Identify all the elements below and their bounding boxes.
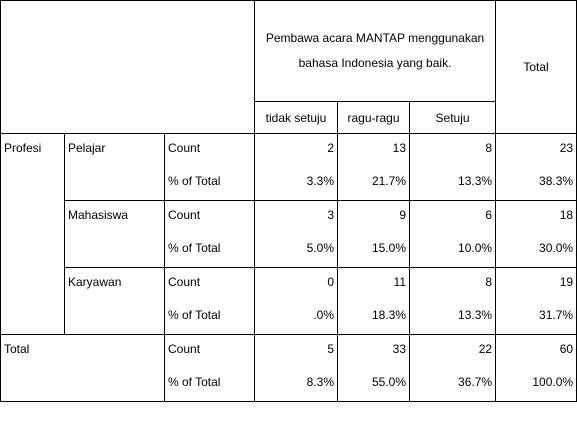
cell-pct: 36.7% xyxy=(410,368,496,402)
cell-pct-total: 31.7% xyxy=(496,301,577,335)
row-category-karyawan: Karyawan xyxy=(65,268,165,335)
stat-label-count: Count xyxy=(165,335,255,369)
table-row-total xyxy=(1,335,577,369)
cell-count: 6 xyxy=(410,201,496,235)
cell-pct: 10.0% xyxy=(410,234,496,268)
cell-count: 11 xyxy=(338,268,410,302)
cell-pct: 21.7% xyxy=(338,167,410,201)
total-column-header: Total xyxy=(496,1,577,134)
column-header-tidak-setuju: tidak setuju xyxy=(255,102,338,134)
table-row xyxy=(1,201,577,235)
stat-label-count: Count xyxy=(165,268,255,302)
column-header-ragu-ragu: ragu-ragu xyxy=(338,102,410,134)
cell-count: 22 xyxy=(410,335,496,369)
stat-label-count: Count xyxy=(165,134,255,168)
cell-pct-total: 38.3% xyxy=(496,167,577,201)
cell-pct: .0% xyxy=(255,301,338,335)
cell-count: 8 xyxy=(410,134,496,168)
stat-label-pct: % of Total xyxy=(165,368,255,402)
cell-pct: 5.0% xyxy=(255,234,338,268)
row-category-mahasiswa: Mahasiswa xyxy=(65,201,165,268)
stat-label-pct: % of Total xyxy=(165,234,255,268)
row-category-pelajar: Pelajar xyxy=(65,134,165,201)
cell-count-total: 18 xyxy=(496,201,577,235)
cell-count-total: 23 xyxy=(496,134,577,168)
cell-count-total: 60 xyxy=(496,335,577,369)
cell-pct: 13.3% xyxy=(410,301,496,335)
cell-pct: 55.0% xyxy=(338,368,410,402)
cell-pct: 15.0% xyxy=(338,234,410,268)
cell-count: 0 xyxy=(255,268,338,302)
column-header-setuju: Setuju xyxy=(410,102,496,134)
stat-label-count: Count xyxy=(165,201,255,235)
cell-count: 8 xyxy=(410,268,496,302)
corner-cell xyxy=(1,1,255,134)
cell-count-total: 19 xyxy=(496,268,577,302)
cell-pct: 13.3% xyxy=(410,167,496,201)
cell-pct: 18.3% xyxy=(338,301,410,335)
column-variable-header: Pembawa acara MANTAP menggunakan bahasa Indonesia yang baik. xyxy=(255,1,496,102)
stat-label-pct: % of Total xyxy=(165,301,255,335)
cell-count: 5 xyxy=(255,335,338,369)
cell-count: 33 xyxy=(338,335,410,369)
stat-label-pct: % of Total xyxy=(165,167,255,201)
cell-count: 3 xyxy=(255,201,338,235)
table-row xyxy=(1,268,577,302)
cell-pct-total: 30.0% xyxy=(496,234,577,268)
table-row xyxy=(1,134,577,168)
cell-pct: 3.3% xyxy=(255,167,338,201)
total-row-label: Total xyxy=(1,335,165,402)
cell-pct: 8.3% xyxy=(255,368,338,402)
cell-count: 13 xyxy=(338,134,410,168)
cell-pct-total: 100.0% xyxy=(496,368,577,402)
cell-count: 2 xyxy=(255,134,338,168)
row-variable-label: Profesi xyxy=(1,134,65,335)
cell-count: 9 xyxy=(338,201,410,235)
